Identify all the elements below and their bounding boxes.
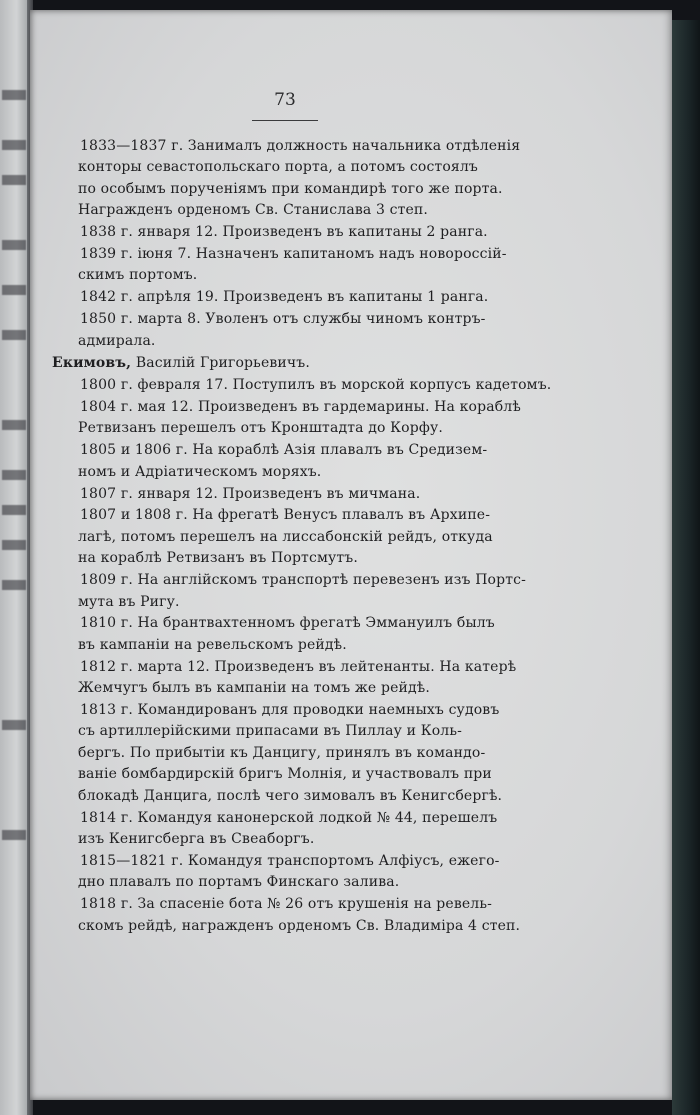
- left-page-text-fragment: [2, 90, 26, 100]
- entry-line-first: 1805 и 1806 г. На кораблѣ Азія плавалъ въ Средизем-: [80, 442, 488, 459]
- entry-line-first: 1810 г. На брантвахтенномъ фрегатѣ Эммануилъ былъ: [80, 615, 495, 632]
- entry-line-first: 1800 г. февраля 17. Поступилъ въ морской корпусъ кадетомъ.: [80, 376, 552, 393]
- left-page-text-fragment: [2, 470, 26, 480]
- entry-line-first: 1815—1821 г. Командуя транспортомъ Алфіусъ, ежего-: [80, 852, 500, 869]
- entry-line-continued: бергъ. По прибытіи къ Данцигу, принялъ въ командо-: [78, 744, 486, 761]
- person-surname: Екимовъ,: [52, 355, 132, 372]
- page-body: [52, 136, 552, 938]
- left-page-text-fragment: [2, 830, 26, 840]
- entry-line-first: 1842 г. апрѣля 19. Произведенъ въ капитаны 1 ранга.: [80, 289, 489, 306]
- chronology-entry: [52, 287, 532, 308]
- entry-line-continued: скомъ рейдѣ, награжденъ орденомъ Св. Владиміра 4 степ.: [78, 917, 521, 934]
- left-page-text-fragment: [2, 580, 26, 590]
- entry-line-first: 1807 г. января 12. Произведенъ въ мичмана.: [80, 485, 421, 502]
- entry-line-continued: Награжденъ орденомъ Св. Станислава 3 степ.: [78, 202, 429, 219]
- entry-line-first: 1839 г. іюня 7. Назначенъ капитаномъ надъ новороссій-: [80, 246, 507, 263]
- chronology-entry: [52, 222, 532, 243]
- person-heading-line: [52, 353, 532, 374]
- left-page-text-fragment: [2, 140, 26, 150]
- chronology-entry: [52, 808, 532, 851]
- left-page-edge: [0, 0, 30, 1115]
- chronology-entry: [52, 505, 532, 569]
- chronology-entry: [52, 136, 532, 222]
- chronology-entry: [52, 244, 532, 287]
- left-page-text-fragment: [2, 330, 26, 340]
- book-cover-edge: [672, 20, 700, 1115]
- entry-line-continued: скимъ портомъ.: [78, 267, 198, 284]
- chronology-entry: [52, 894, 532, 937]
- left-page-text-fragment: [2, 420, 26, 430]
- entry-line-first: 1809 г. На англійскомъ транспортѣ перевезенъ изъ Портс-: [80, 572, 527, 589]
- entry-line-continued: въ кампаніи на ревельскомъ рейдѣ.: [78, 636, 347, 653]
- entry-line-continued: по особымъ порученіямъ при командирѣ того же порта.: [78, 180, 503, 197]
- entry-line-continued: Жемчугъ былъ въ кампаніи на томъ же рейдѣ.: [78, 680, 430, 697]
- left-page-text-fragment: [2, 175, 26, 185]
- entry-line-continued: ваніе бомбардирскій бригъ Молнія, и участвовалъ при: [78, 766, 492, 783]
- chronology-entry: [52, 309, 532, 352]
- entry-line-first: 1850 г. марта 8. Уволенъ отъ службы чиномъ контръ-: [80, 311, 486, 328]
- left-page-text-fragment: [2, 285, 26, 295]
- chronology-entry: [52, 851, 532, 894]
- entry-line-first: 1814 г. Командуя канонерской лодкой № 44, перешелъ: [80, 809, 498, 826]
- chronology-entry: [52, 657, 532, 700]
- page-number: 73: [274, 90, 296, 110]
- entry-line-first: 1812 г. марта 12. Произведенъ въ лейтенанты. На катерѣ: [80, 658, 517, 675]
- person-heading: [52, 353, 532, 374]
- entry-line-continued: Ретвизанъ перешелъ отъ Кронштадта до Корфу.: [78, 420, 443, 437]
- entry-line-continued: съ артиллерійскими припасами въ Пиллау и Коль-: [78, 723, 462, 740]
- chronology-entry: [52, 700, 532, 807]
- left-page-text-fragment: [2, 540, 26, 550]
- chronology-entry: [52, 613, 532, 656]
- person-given-names: Василій Григорьевичъ.: [131, 355, 310, 372]
- left-page-text-fragment: [2, 720, 26, 730]
- entry-line-continued: изъ Кенигсберга въ Свеаборгъ.: [78, 831, 315, 847]
- chronology-entry: [52, 375, 552, 396]
- chronology-entry: [52, 484, 532, 505]
- entry-line-first: 1804 г. мая 12. Произведенъ въ гардемарины. На кораблѣ: [80, 398, 521, 415]
- entry-line-continued: на кораблѣ Ретвизанъ въ Портсмутъ.: [78, 550, 358, 567]
- entry-line-first: 1838 г. января 12. Произведенъ въ капитаны 2 ранга.: [80, 224, 488, 241]
- entry-line-first: 1833—1837 г. Занималъ должность начальника отдѣленія: [80, 138, 521, 154]
- chronology-entry: [52, 440, 532, 483]
- entry-line-continued: адмирала.: [78, 332, 156, 349]
- entry-line-continued: номъ и Адріатическомъ моряхъ.: [78, 463, 322, 480]
- page-number-rule: [252, 120, 318, 121]
- left-page-text-fragment: [2, 505, 26, 515]
- entry-line-first: 1813 г. Командированъ для проводки наемныхъ судовъ: [80, 702, 500, 719]
- entry-line-first: 1807 и 1808 г. На фрегатѣ Венусъ плавалъ въ Архипе-: [80, 507, 491, 524]
- left-page-text-fragment: [2, 240, 26, 250]
- chronology-entry: [52, 397, 532, 440]
- entry-line-continued: дно плавалъ по портамъ Финскаго залива.: [78, 874, 400, 891]
- entry-line-continued: лагѣ, потомъ перешелъ на лиссабонскій рейдъ, откуда: [78, 528, 493, 545]
- entry-line-continued: конторы севастопольскаго порта, а потомъ состоялъ: [78, 159, 478, 176]
- entry-line-first: 1818 г. За спасеніе бота № 26 отъ крушенія на ревель-: [80, 896, 492, 913]
- entry-line-continued: блокадѣ Данцига, послѣ чего зимовалъ въ Кенигсбергѣ.: [78, 787, 503, 804]
- chronology-entry: [52, 570, 532, 613]
- entry-line-continued: мута въ Ригу.: [78, 593, 180, 610]
